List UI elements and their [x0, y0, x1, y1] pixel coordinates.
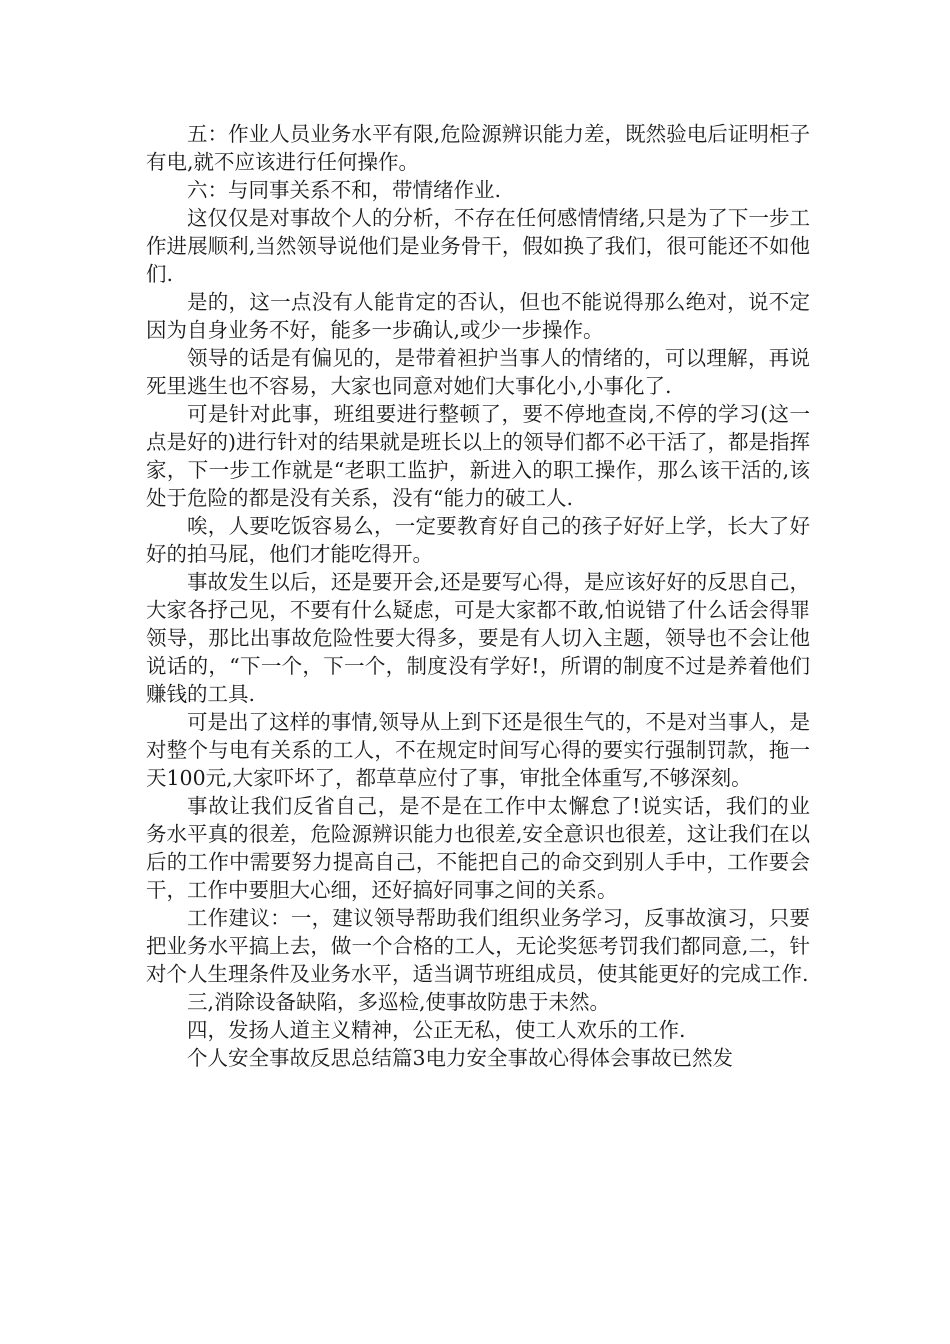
- paragraph-next-section: 个人安全事故反思总结篇3电力安全事故心得体会事故已然发: [187, 1046, 734, 1070]
- document-page: [146, 120, 810, 1072]
- paragraph-meeting: 事故发生以后，还是要开会,还是要写心得，是应该好好的反思自己，大家各抒己见，不要有什么疑虑，可是大家都不敢,怕说错了什么话会得罪领导，那比出事故危险性要大得多，要是有人切入主题，领导也不会让他说话的，“下一个，下一个，制度没有学好!，所谓的制度不过是养着他们赚钱的工具.: [146, 570, 810, 706]
- paragraph-penalty: 可是出了这样的事情,领导从上到下还是很生气的，不是对当事人，是对整个与电有关系的工人，不在规定时间写心得的要实行强制罚款，拖一天100元,大家吓坏了，都草草应付了事，审批全体重写,不够深刻。: [146, 710, 810, 790]
- paragraph-5: 五：作业人员业务水平有限,危险源辨识能力差，既然验电后证明柜子有电,就不应该进行任何操作。: [146, 122, 810, 174]
- paragraph-6: 六：与同事关系不和，带情绪作业.: [187, 178, 502, 202]
- paragraph-reflection: 事故让我们反省自己，是不是在工作中太懈怠了!说实话，我们的业务水平真的很差，危险源辨识能力也很差,安全意识也很差，这让我们在以后的工作中需要努力提高自己，不能把自己的命交到别人手中，工作要会干，工作中要胆大心细，还好搞好同事之间的关系。: [146, 794, 810, 902]
- paragraph-suggestions: 工作建议：一，建议领导帮助我们组织业务学习，反事故演习，只要把业务水平搞上去，做一个合格的工人，无论奖惩考罚我们都同意,二，针对个人生理条件及业务水平，适当调节班组成员，使其能更好的完成工作.: [146, 906, 810, 986]
- paragraph-sigh: 唉，人要吃饭容易么，一定要教育好自己的孩子好好上学，长大了好好的拍马屁，他们才能吃得开。: [146, 514, 810, 566]
- paragraph-team-rectification: 可是针对此事，班组要进行整顿了，要不停地查岗,不停的学习(这一点是好的)进行针对的结果就是班长以上的领导们都不必干活了，都是指挥家，下一步工作就是“老职工监护，新进入的职工操作，那么该干活的,该处于危险的都是没有关系，没有“能力的破工人.: [146, 402, 810, 510]
- paragraph-suggestion-3: 三,消除设备缺陷，多巡检,使事故防患于未然。: [187, 990, 611, 1014]
- paragraph-leadership-bias: 领导的话是有偏见的，是带着袒护当事人的情绪的，可以理解，再说死里逃生也不容易，大家也同意对她们大事化小,小事化了.: [146, 346, 810, 398]
- paragraph-agreement: 是的，这一点没有人能肯定的否认，但也不能说得那么绝对，说不定因为自身业务不好，能多一步确认,或少一步操作。: [146, 290, 810, 342]
- paragraph-analysis: 这仅仅是对事故个人的分析，不存在任何感情情绪,只是为了下一步工作进展顺利,当然领导说他们是业务骨干，假如换了我们，很可能还不如他们.: [146, 206, 810, 286]
- paragraph-suggestion-4: 四，发扬人道主义精神，公正无私，使工人欢乐的工作.: [187, 1018, 686, 1042]
